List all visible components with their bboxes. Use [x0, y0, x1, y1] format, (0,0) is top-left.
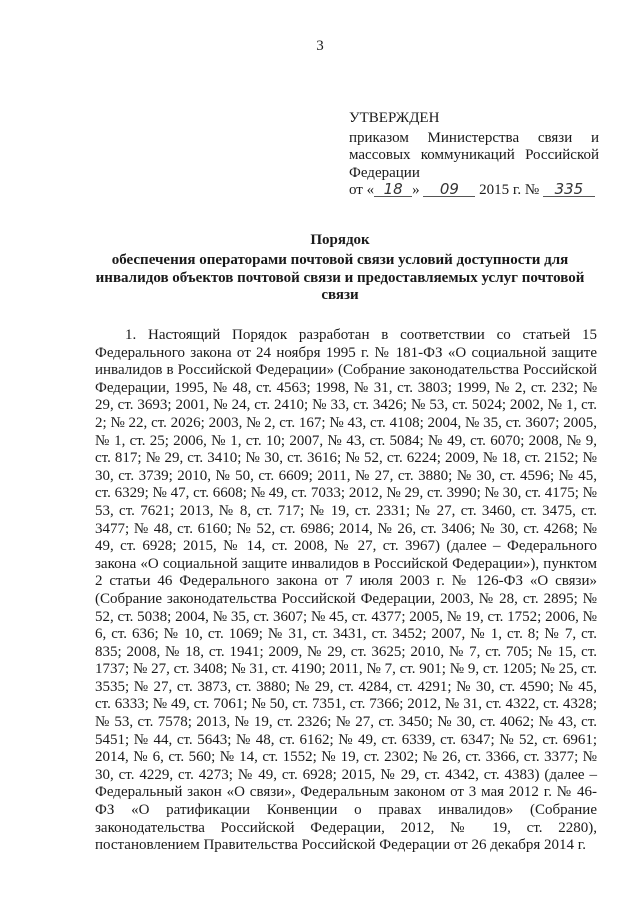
date-prefix: от «	[349, 182, 375, 198]
approval-heading: УТВЕРЖДЕН	[349, 110, 440, 126]
approval-date-line	[349, 182, 599, 200]
document-title	[95, 232, 585, 305]
date-year: 2015 г. №	[479, 182, 540, 198]
handwritten-month: 09	[423, 182, 475, 197]
title-name: Порядок	[310, 232, 370, 248]
approval-stamp	[349, 110, 599, 200]
body-paragraph-1: 1. Настоящий Порядок разработан в соответствии со статьей 15 Федерального закона от 24 ноября 1995 г. № 181-ФЗ «О социальной защите инвалидов в Российской Федерации» (Собрание законодательства Российской Федерации, 1995, № 48, ст. 4563; 1998, № 31, ст. 3803; 1999, № 2, ст. 232; № 29, ст. 3693; 2001, № 24, ст. 2410; № 33, ст. 3426; № 53, ст. 5024; 2002, № 1, ст. 2; № 22, ст. 2026; 2003, № 2, ст. 167; № 43, ст. 4108; 2004, № 35, ст. 3607; 2005, № 1, ст. 25; 2006, № 1, ст. 10; 2007, № 43, ст. 5084; № 49, ст. 6070; 2008, № 9, ст. 817; № 29, ст. 3410; № 30, ст. 3616; № 52, ст. 6224; 2009, № 18, ст. 2152; № 30, ст. 3739; 2010, № 50, ст. 6609; 2011, № 27, ст. 3880; № 30, ст. 4596; № 45, ст. 6329; № 47, ст. 6608; № 49, ст. 7033; 2012, № 29, ст. 3990; № 30, ст. 4175; № 53, ст. 7621; 2013, № 8, ст. 717; № 19, ст. 2331; № 27, ст. 3460, ст. 3475, ст. 3477; № 48, ст. 6160; № 52, ст. 6986; 2014, № 26, ст. 3406; № 30, ст. 4268; № 49, ст. 6928; 2015, № 14, ст. 2008, № 27, ст. 3967) (далее – Федерального закона «О социальной защите инвалидов в Российской Федерации»), пунктом 2 статьи 46 Федерального закона от 7 июля 2003 г. № 126-ФЗ «О связи» (Собрание законодательства Российской Федерации, 2003, № 28, ст. 2895; № 52, ст. 5038; 2004, № 35, ст. 3607; № 45, ст. 4377; 2005, № 19, ст. 1752; 2006, № 6, ст. 636; № 10, ст. 1069; № 31, ст. 3431, ст. 3452; 2007, № 1, ст. 8; № 7, ст. 835; 2008, № 18, ст. 1941; 2009, № 29, ст. 3625; 2010, № 7, ст. 705; № 15, ст. 1737; № 27, ст. 3408; № 31, ст. 4190; 2011, № 7, ст. 901; № 9, ст. 1205; № 25, ст. 3535; № 27, ст. 3873, ст. 3880; № 29, ст. 4284, ст. 4291; № 30, ст. 4590; № 45, ст. 6333; № 49, ст. 7061; № 50, ст. 7351, ст. 7366; 2012, № 31, ст. 4322, ст. 4328; № 53, ст. 7578; 2013, № 19, ст. 2326; № 27, ст. 3450; № 30, ст. 4062; № 43, ст. 5451; № 44, ст. 5643; № 48, ст. 6162; № 49, ст. 6339, ст. 6347; № 52, ст. 6961; 2014, № 6, ст. 560; № 14, ст. 1552; № 19, ст. 2302; № 26, ст. 3366, ст. 3377; № 30, ст. 4229, ст. 4273; № 49, ст. 6928; 2015, № 29, ст. 4342, ст. 4383) (далее – Федеральный закон «О связи», Федеральным законом от 3 мая 2012 г. № 46-ФЗ «О ратификации Конвенции о правах инвалидов» (Собрание законодательства Российской Федерации, 2012, № 19, ст. 2280), постановлением Правительства Российской Федерации от 26 декабря 2014 г.	[95, 327, 597, 854]
page-number: 3	[316, 38, 324, 54]
handwritten-order-number: 335	[543, 182, 595, 197]
handwritten-day: 18	[374, 182, 412, 197]
approval-body: приказом Министерства связи и массовых коммуникаций Российской Федерации	[349, 129, 599, 181]
date-separator: »	[412, 182, 420, 198]
title-subtitle: обеспечения операторами почтовой связи условий доступности для инвалидов объектов почтовой связи и предоставляемых услуг почтовой связи	[95, 251, 585, 304]
